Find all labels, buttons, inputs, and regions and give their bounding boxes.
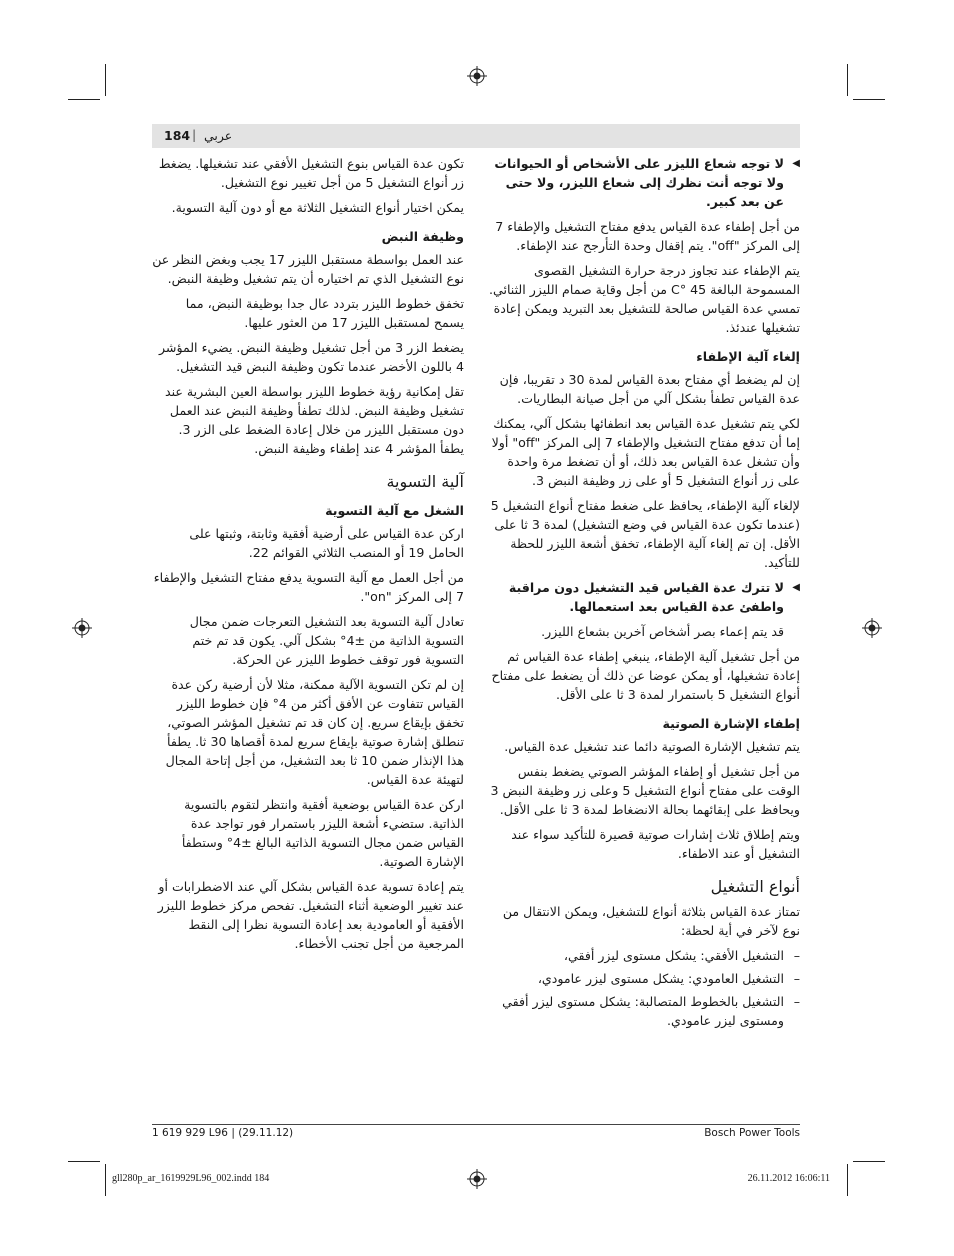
list-item: – التشغيل بالخطوط المتصالبة: يشكل مستوى ليزر أفقي ومستوى ليزر عامودي. xyxy=(502,994,800,1028)
paragraph: إن لم يضغط أي مفتاح بعدة القياس لمدة 30 د تقريبا، فإن عدة القياس تطفأ بشكل آلي من أجل صيانة البطاريات. xyxy=(499,372,800,406)
paragraph: تخفق خطوط الليزر بتردد عال جدا بوظيفة النبض، مما يسمح لمستقبل الليزر 17 من العثور عليها. xyxy=(185,296,464,330)
paragraph: تكون عدة القياس بنوع التشغيل الأفقي عند تشغيلها. يضغط زر أنواع التشغيل 5 من أجل تغيير نوع التشغيل. xyxy=(158,156,464,190)
paragraph: اركن عدة القياس على أرضية أفقية وثابتة، وثبتها على الحامل 19 أو المنصب الثلاثي القوائم 22. xyxy=(189,526,464,560)
chapter-heading: آلية التسوية xyxy=(386,472,464,491)
warning-explanation: قد يتم إعماء بصر أشخاص آخرين بشعاع الليزر. xyxy=(541,624,784,639)
paragraph: ويتم إطلاق ثلاث إشارات صوتية قصيرة للتأكيد سواء عند التشغيل أو عند الاطفاء. xyxy=(511,827,800,861)
paragraph: تعادل آلية التسوية بعد التشغيل التعرجات ضمن مجال التسوية الذاتية من ±4° بشكل آلي. يكون قد تم ختم التسوية فور توقف خطوط الليزر عن الحركة. xyxy=(189,614,464,667)
crosshair-target-icon xyxy=(467,1169,487,1189)
crosshair-target-icon xyxy=(467,66,487,86)
crosshair-target-icon xyxy=(72,618,92,638)
section-heading: إطفاء الإشارة الصوتية xyxy=(662,716,800,731)
warning-text: لا توجه شعاع الليزر على الأشخاص أو الحيوانات ولا توجه أنت نظرك إلى شعاع الليزر، ولا حتى عن بعد كبير. xyxy=(494,156,784,209)
section-heading: الشغل مع آلية التسوية xyxy=(325,503,464,518)
right-column xyxy=(488,154,800,1034)
brand-name: Bosch Power Tools xyxy=(704,1127,800,1139)
crop-mark xyxy=(68,99,100,100)
paragraph: يتم تشغيل الإشارة الصوتية دائما عند تشغيل عدة القياس. xyxy=(504,739,800,754)
crosshair-target-icon xyxy=(862,618,882,638)
triangle-left-icon: ◀ xyxy=(792,158,800,169)
paragraph: لإلغاء آلية الإطفاء، يحافظ على ضغط مفتاح أنواع التشغيل 5 (عندما تكون عدة القياس في وضع التشغيل) لمدة 3 ثا على الأقل. إن تم إلغاء آلية الإطفاء، تخفق أشعة الليزر للحظة للتأكيد. xyxy=(490,498,800,570)
list-item: – التشغيل الأفقي: يشكل مستوى ليزر أفقي، xyxy=(563,948,800,963)
paragraph: لكي يتم تشغيل عدة القياس بعد انطفائها بشكل آلي، يمكنك إما أن تدفع مفتاح التشغيل والإطفاء 7 إلى المركز "off" أولا وأن تشغل عدة القياس بعد ذلك، أو أن تضغط مرة واحدة على زر أنواع التشغيل 5 أو على زر وظيفة النبض 3. xyxy=(491,416,800,488)
paragraph: إن لم تكن التسوية الآلية ممكنة، مثلا لأن أرضية ركن عدة القياس تتفاوت عن الأفق أكثر من 4° فإن خطوط الليزر تخفق بإيقاع سريع. إن كان قد تم تشغيل المؤشر الصوتي، تنطلق إشارة صوتية بإيقاع سريع لمدة أقصاها 30 ثا. يطفأ هذا الإنذار ضمن 10 ثا بعد التشغيل، من أجل إتاحة المجال لتهيئة عدة القياس. xyxy=(165,677,464,787)
warning-text: لا تترك عدة القياس قيد التشغيل دون مراقبة واطفئ عدة القياس بعد استعمالها. xyxy=(508,580,784,614)
paragraph: تقل إمكانية رؤية خطوط الليزر بواسطة العين البشرية عند تشغيل وظيفة النبض. لذلك تطفأ وظيفة النبض عند العمل دون مستقبل الليزر من خلال إعادة الضغط على الزر 3. يطفأ المؤشر 4 عند إطفاء وظيفة النبض. xyxy=(164,384,464,456)
left-column xyxy=(152,154,464,959)
page-header xyxy=(152,124,800,148)
header-language: عربي xyxy=(204,128,233,143)
list-item: – التشغيل العامودي: يشكل مستوى ليزر عامودي، xyxy=(537,971,800,986)
crop-mark xyxy=(105,1164,106,1196)
chapter-heading: أنواع التشغيل xyxy=(710,877,800,896)
footer-rule xyxy=(152,1124,800,1125)
header-separator: | xyxy=(192,127,197,142)
crop-mark xyxy=(853,99,885,100)
crop-mark xyxy=(847,1164,848,1196)
paragraph: عند العمل بواسطة مستقبل الليزر 17 يجب وبغض النظر عن نوع التشغيل الذي تم اختياره أن يتم تشغيل وظيفة النبض. xyxy=(152,252,464,286)
paragraph: من أجل إطفاء عدة القياس يدفع مفتاح التشغيل والإطفاء 7 إلى المركز "off". يتم إقفال وحدة التأرجح عند الإطفاء. xyxy=(495,219,800,253)
section-heading: وظيفة النبض xyxy=(381,229,464,244)
crop-mark xyxy=(853,1161,885,1162)
section-heading: إلغاء آلية الإطفاء xyxy=(696,349,800,364)
paragraph: من أجل العمل مع آلية التسوية يدفع مفتاح التشغيل والإطفاء 7 إلى المركز "on". xyxy=(153,570,464,604)
paragraph: يضغط الزر 3 من أجل تشغيل وظيفة النبض. يضيء المؤشر 4 باللون الأخضر عندما تكون وظيفة النبض قيد التشغيل. xyxy=(158,340,464,374)
triangle-left-icon: ◀ xyxy=(792,582,800,593)
paragraph: من أجل تشغيل أو إطفاء المؤشر الصوتي يضغط بنفس الوقت على مفتاح أنواع التشغيل 5 وعلى زر وظيفة النبض 3 ويحافظ على إبقائهما بحالة الانضغاط لمدة 3 ثا على الأقل. xyxy=(490,764,800,817)
list-item-text: التشغيل العامودي: يشكل مستوى ليزر عامودي، xyxy=(537,971,784,986)
document-code: 1 619 929 L96 | (29.11.12) xyxy=(152,1127,294,1139)
paragraph: يتم إعادة تسوية عدة القياس بشكل آلي عند الاضطرابات أو عند تغيير الوضعية أثناء التشغيل. تفحص مركز خطوط الليزر الأفقية أو العامودية بعد إعادة التسوية نظرا إلى النقط المرجعية من أجل تجنب الأخطاء. xyxy=(157,879,464,951)
file-slug: gll280p_ar_1619929L96_002.indd 184 xyxy=(112,1173,270,1184)
modes-list xyxy=(488,946,800,1030)
list-item-text: التشغيل بالخطوط المتصالبة: يشكل مستوى ليزر أفقي ومستوى ليزر عامودي. xyxy=(502,994,784,1028)
print-datetime: 26.11.2012 16:06:11 xyxy=(747,1173,830,1184)
crop-mark xyxy=(68,1161,100,1162)
paragraph: يتم الإطفاء عند تجاوز درجة حرارة التشغيل القصوى المسموحة البالغة 45 °C من أجل وقاية صمام الليزر الثنائي. تمسي عدة القياس صالحة للتشغيل بعد التبريد ويمكن إعادة تشغيلها عندئذ. xyxy=(488,263,800,335)
paragraph: يمكن اختيار أنواع التشغيل الثلاثة مع أو دون آلية التسوية. xyxy=(171,200,464,215)
crop-mark xyxy=(105,64,106,96)
crop-mark xyxy=(847,64,848,96)
list-item-text: التشغيل الأفقي: يشكل مستوى ليزر أفقي، xyxy=(563,948,784,963)
paragraph: اركن عدة القياس بوضعية أفقية وانتظر لتقوم بالتسوية الذاتية. ستضيء أشعة الليزر باستمرار فور تواجد عدة القياس ضمن مجال التسوية الذاتية البالغ ±4° وستطفأ الإشارة الصوتية. xyxy=(181,797,464,869)
paragraph: تمتاز عدة القياس بثلاثة أنواع للتشغيل، ويمكن الانتقال من نوع لآخر في أية لحظة: xyxy=(502,904,800,938)
warning-notice xyxy=(488,154,800,211)
page-number: 184 xyxy=(164,128,191,143)
paragraph: من أجل تشغيل آلية الإطفاء، ينبغي إطفاء عدة القياس ثم إعادة تشغيلها، أو يمكن عوضا عن ذلك أن يضغط على مفتاح أنواع التشغيل 5 باستمرار لمدة 3 ثا على الأقل. xyxy=(491,649,800,702)
warning-notice xyxy=(488,578,800,616)
